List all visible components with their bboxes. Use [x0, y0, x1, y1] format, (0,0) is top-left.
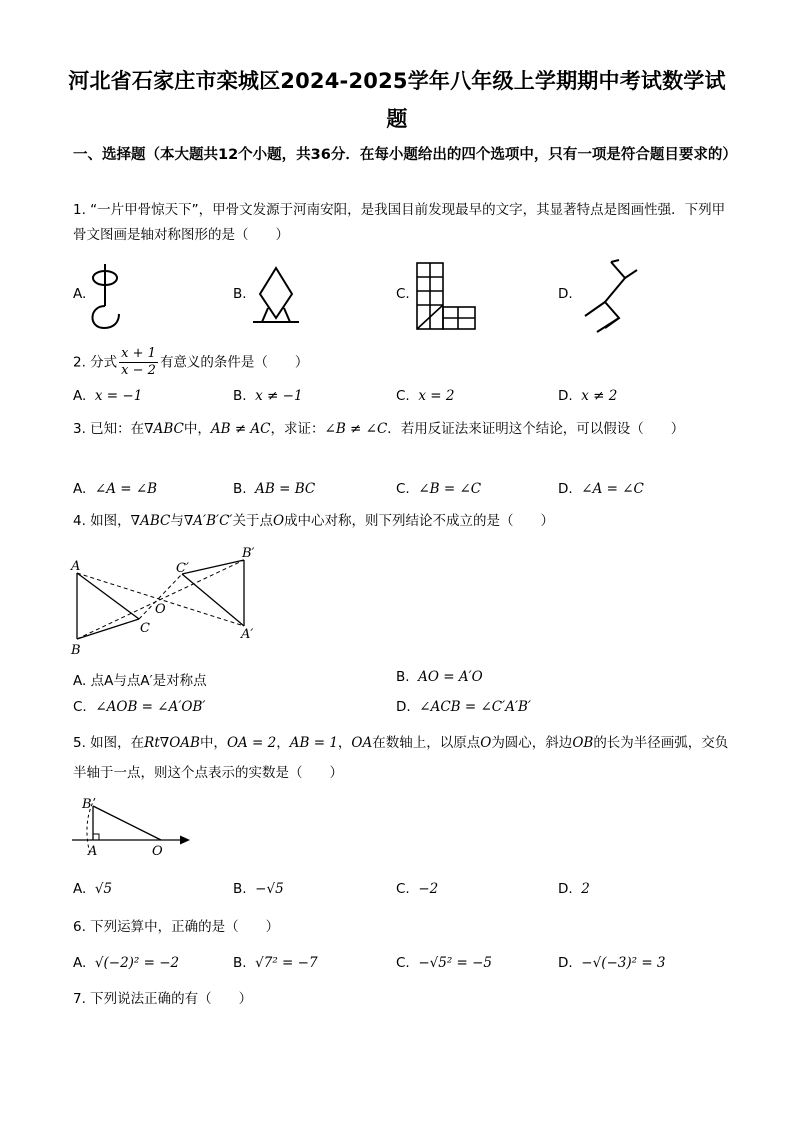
option-b: B. x ≠ −1 [233, 388, 303, 404]
q2-fraction-numerator: x + 1 [121, 346, 156, 361]
option-c: C. ∠B = ∠C [396, 481, 482, 497]
section-heading: 一、选择题（本大题共12个小题，共36分．在每小题给出的四个选项中，只有一项是符合题目要求的） [73, 147, 737, 163]
option-a: A. 点A与点A′是对称点 [73, 673, 207, 689]
oracle-glyph-a [84, 262, 128, 332]
option-d: D. ∠ACB = ∠C′A′B′ [396, 699, 531, 715]
label-c: C [140, 621, 150, 636]
option-c: C. ∠AOB = ∠A′OB′ [73, 699, 206, 715]
label-b: B [71, 643, 81, 658]
option-d: D. x ≠ 2 [558, 388, 618, 404]
question-2-stem [73, 346, 733, 379]
question-4-options-row-2 [73, 699, 733, 723]
option-d: D. −√(−3)² = 3 [558, 955, 666, 971]
option-a: A. x = −1 [73, 388, 143, 404]
label-c-prime: C′ [176, 561, 189, 576]
question-1-stem: 1. “一片甲骨惊天下”，甲骨文发源于河南安阳，是我国目前发现最早的文字，其显著特点是图画性强．下列甲骨文图画是轴对称图形的是（ ） [73, 202, 726, 243]
label-o: O [152, 844, 163, 859]
option-d-label: D. [558, 286, 573, 302]
option-c: C. x = 2 [396, 388, 455, 404]
label-a: A [88, 844, 98, 859]
option-b: B. −√5 [233, 881, 284, 897]
oracle-glyph-c [414, 260, 478, 332]
option-a-label: A. [73, 286, 87, 302]
question-3-options [73, 481, 733, 505]
oracle-glyph-b [250, 264, 302, 326]
q2-fraction [119, 346, 158, 379]
q4-figure [68, 542, 268, 658]
option-c: C. −√5² = −5 [396, 955, 493, 971]
question-5-options [73, 881, 733, 905]
label-b-prime: B′ [242, 546, 255, 561]
label-b: B [82, 797, 92, 812]
page-title: 河北省石家庄市栾城区2024-2025学年八年级上学期期中考试数学试题 [68, 69, 726, 131]
option-b: B. AO = A′O [396, 669, 483, 685]
option-d: D. ∠A = ∠C [558, 481, 644, 497]
label-a-prime: A′ [241, 627, 254, 642]
option-b: B. AB = BC [233, 481, 316, 497]
question-2-options [73, 388, 733, 412]
label-a: A [71, 559, 81, 574]
question-6-stem: 6. 下列运算中，正确的是（ ） [73, 919, 280, 935]
q5-figure [68, 792, 196, 860]
option-d: D. 2 [558, 881, 590, 897]
option-b: B. √7² = −7 [233, 955, 318, 971]
q2-stem-post: 有意义的条件是（ ） [159, 354, 309, 371]
question-3-stem: 3. 已知：在∇ABC中，AB ≠ AC，求证：∠B ≠ ∠C．若用反证法来证明这个结论，可以假设（ ） [73, 421, 685, 437]
option-c-label: C. [396, 286, 410, 302]
option-a: A. ∠A = ∠B [73, 481, 158, 497]
label-o: O [155, 602, 166, 617]
option-a: A. √5 [73, 881, 113, 897]
q2-stem-pre: 2. 分式 [73, 354, 118, 371]
question-6-options [73, 955, 733, 979]
option-c: C. −2 [396, 881, 439, 897]
option-a: A. √(−2)² = −2 [73, 955, 180, 971]
question-4-stem: 4. 如图，∇ABC与∇A′B′C′关于点O成中心对称，则下列结论不成立的是（ ） [73, 513, 555, 529]
oracle-glyph-d [575, 258, 641, 334]
question-7-stem: 7. 下列说法正确的有（ ） [73, 991, 253, 1007]
question-5-stem: 5. 如图，在Rt∇OAB中，OA = 2，AB = 1，OA在数轴上，以原点O为圆心，斜边OB的长为半径画弧，交负半轴于一点，则这个点表示的实数是（ ） [73, 735, 729, 781]
q2-fraction-denominator: x − 2 [121, 363, 156, 378]
question-4-options-row-1 [73, 669, 733, 693]
option-b-label: B. [233, 286, 247, 302]
